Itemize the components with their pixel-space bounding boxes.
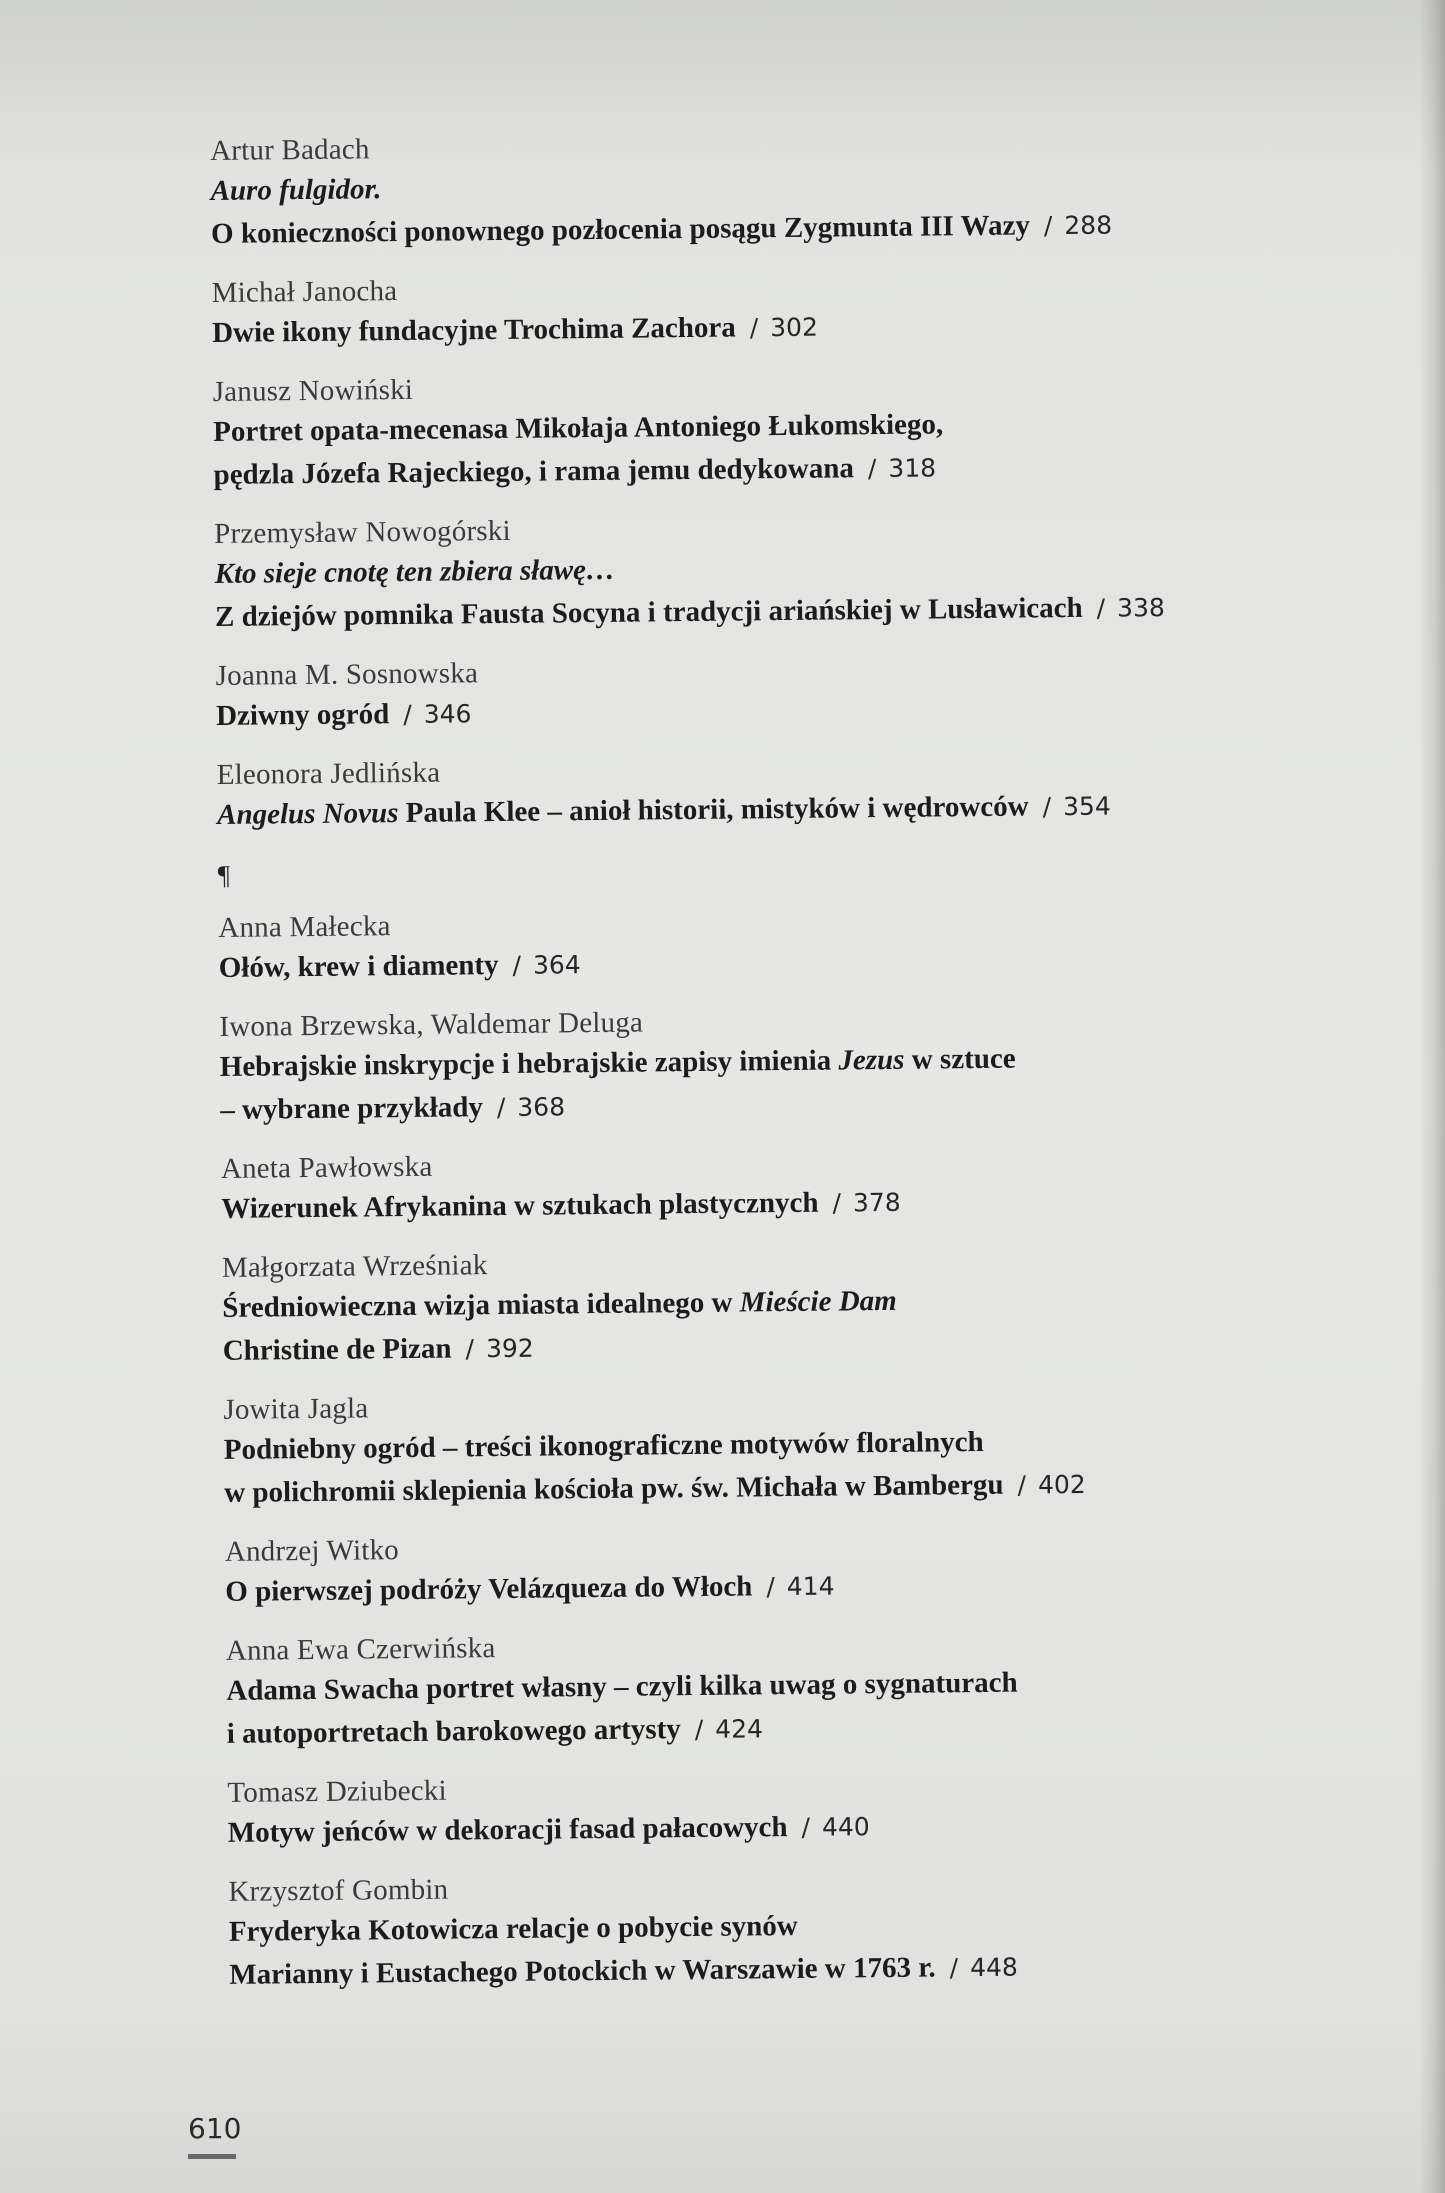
pilcrow-mark: ¶ [217,859,231,890]
entry-page-ref [750,313,818,343]
page-number: 610 [188,2112,242,2145]
title-segment: Hebrajskie inskrypcje i hebrajskie zapisy imienia [219,1044,839,1083]
page-separator: / [496,1092,506,1123]
entry-page-ref [868,453,936,483]
page-separator: / [749,313,759,343]
entry-page-ref [465,1334,533,1364]
entry-page-ref [1097,593,1165,623]
entry-author: Anna Ewa Czerwińska [225,1632,496,1667]
entry-author: Michał Janocha [211,275,398,309]
page-edge-shadow [1419,0,1445,2193]
entry-author: Krzysztof Gombin [228,1873,449,1908]
table-of-contents [210,120,1330,2014]
title-segment: Ołów, krew i diamenty [218,949,499,984]
page-number-ref: 354 [1062,791,1111,822]
entry-author: Iwona Brzewska, Waldemar Deluga [219,1006,644,1043]
entry-page-ref [832,1188,900,1218]
toc-entry [215,645,1316,738]
page-separator: / [949,1953,959,1983]
title-segment: O konieczności ponownego pozłocenia posągu Zygmunta III Wazy [210,209,1031,250]
toc-entry [210,120,1311,256]
page-number-ref: 424 [715,1714,764,1744]
title-segment: w polichromii sklepienia kościoła pw. św. Michała w Bambergu [224,1468,1004,1509]
title-segment: Fryderyka Kotowicza relacje o pobycie synów [228,1909,798,1948]
toc-entry [225,1521,1326,1614]
entry-author: Przemysław Nowogórski [214,514,511,550]
page-number-ref: 448 [970,1952,1019,1983]
page-separator: / [512,950,522,980]
entry-page-ref [1044,211,1112,241]
title-segment: Dziwny ogród [215,698,390,732]
title-segment: i autoportretach barokowego artysty [226,1713,681,1750]
title-segment: Adama Swacha portret własny – czyli kilka uwag o sygnaturach [226,1666,1018,1707]
title-segment: Średniowieczna wizja miasta idealnego w [222,1286,740,1324]
toc-entry [223,1379,1324,1515]
toc-entry [226,1620,1327,1756]
page-separator: / [1043,211,1053,241]
toc-entry [222,1237,1323,1373]
entry-page-ref [766,1572,834,1602]
toc-entry [213,361,1314,497]
toc-entry [228,1861,1329,1997]
entry-page-ref [497,1092,565,1122]
toc-entry [214,503,1315,639]
entry-author: Aneta Pawłowska [220,1150,433,1185]
page-number-ref: 338 [1116,593,1165,623]
title-segment: Marianny i Eustachego Potockich w Warszawie w 1763 r. [229,1951,936,1991]
page-separator: / [1042,792,1052,822]
entry-author: Artur Badach [210,133,370,167]
entry-author: Jowita Jagla [223,1392,369,1426]
toc-entry [211,262,1312,355]
title-segment: Motyw jeńców w dekoracji fasad pałacowych [227,1811,788,1849]
toc-entry [221,1138,1322,1231]
entry-page-ref [403,699,471,729]
page-separator: / [867,454,877,484]
title-segment: Paula Klee – anioł historii, mistyków i wędrowców [398,790,1029,830]
page-number-ref: 346 [423,699,472,729]
entry-page-ref [1042,792,1110,822]
page-number-ref: 368 [517,1092,566,1122]
page-separator: / [403,699,412,730]
toc-entry [219,996,1320,1132]
page-number-underline [188,2154,236,2159]
title-segment: Portret opata-mecenasa Mikołaja Antoniego Łukomskiego, [212,408,944,448]
toc-entry [218,897,1319,990]
page-number-ref: 378 [852,1187,901,1218]
title-segment: – wybrane przykłady [220,1091,484,1126]
page-separator: / [1017,1470,1027,1500]
entry-author: Eleonora Jedlińska [216,756,441,791]
page-number-ref: 302 [770,312,819,343]
toc-entry [227,1762,1328,1855]
title-italic-segment: Mieście Dam [739,1284,897,1319]
title-segment: Z dziejów pomnika Fausta Socyna i tradycji ariańskiej w Lusławicach [214,591,1083,633]
page-number-ref: 364 [532,950,581,980]
page-separator: / [832,1188,842,1218]
entry-page-ref [950,1953,1018,1983]
title-segment: w sztuce [904,1042,1016,1076]
entry-author: Andrzej Witko [224,1534,400,1568]
page-number-ref: 288 [1064,210,1113,241]
page-separator: / [766,1572,775,1602]
title-italic-segment: Auro fulgidor. [210,173,382,207]
page-separator: / [694,1714,704,1745]
title-italic-segment: Jezus [838,1043,905,1077]
title-segment: pędzla Józefa Rajeckiego, i rama jemu dedykowana [213,452,855,491]
title-segment: O pierwszej podróży Velázqueza do Włoch [225,1570,753,1608]
title-segment: Christine de Pizan [222,1332,452,1367]
page-separator: / [465,1334,475,1364]
entry-page-ref [512,950,580,980]
page-number-ref: 392 [485,1333,534,1364]
title-segment: Dwie ikony fundacyjne Trochima Zachora [211,311,736,349]
title-segment: Podniebny ogród – treści ikonograficzne motywów floralnych [223,1425,984,1466]
entry-author: Tomasz Dziubecki [227,1774,447,1809]
title-italic-segment: Kto sieje cnotę ten zbiera sławę… [214,553,616,590]
page-separator: / [1096,593,1106,623]
page-separator: / [801,1812,811,1842]
page-number-ref: 414 [786,1571,835,1602]
title-segment: Wizerunek Afrykanina w sztukach plastycznych [221,1186,819,1225]
entry-author: Małgorzata Wrześniak [221,1249,488,1284]
toc-entry [217,744,1318,837]
entry-page-ref [695,1714,763,1744]
entry-page-ref [1017,1470,1085,1500]
title-italic-segment: Angelus Novus [216,797,399,831]
page-number-ref: 440 [821,1812,870,1842]
entry-author: Anna Małecka [218,910,391,944]
entry-author: Joanna M. Sosnowska [215,657,479,692]
entry-page-ref [801,1812,869,1842]
page-number-ref: 318 [888,453,937,483]
entry-author: Janusz Nowiński [212,373,414,408]
page-number-ref: 402 [1037,1469,1086,1500]
